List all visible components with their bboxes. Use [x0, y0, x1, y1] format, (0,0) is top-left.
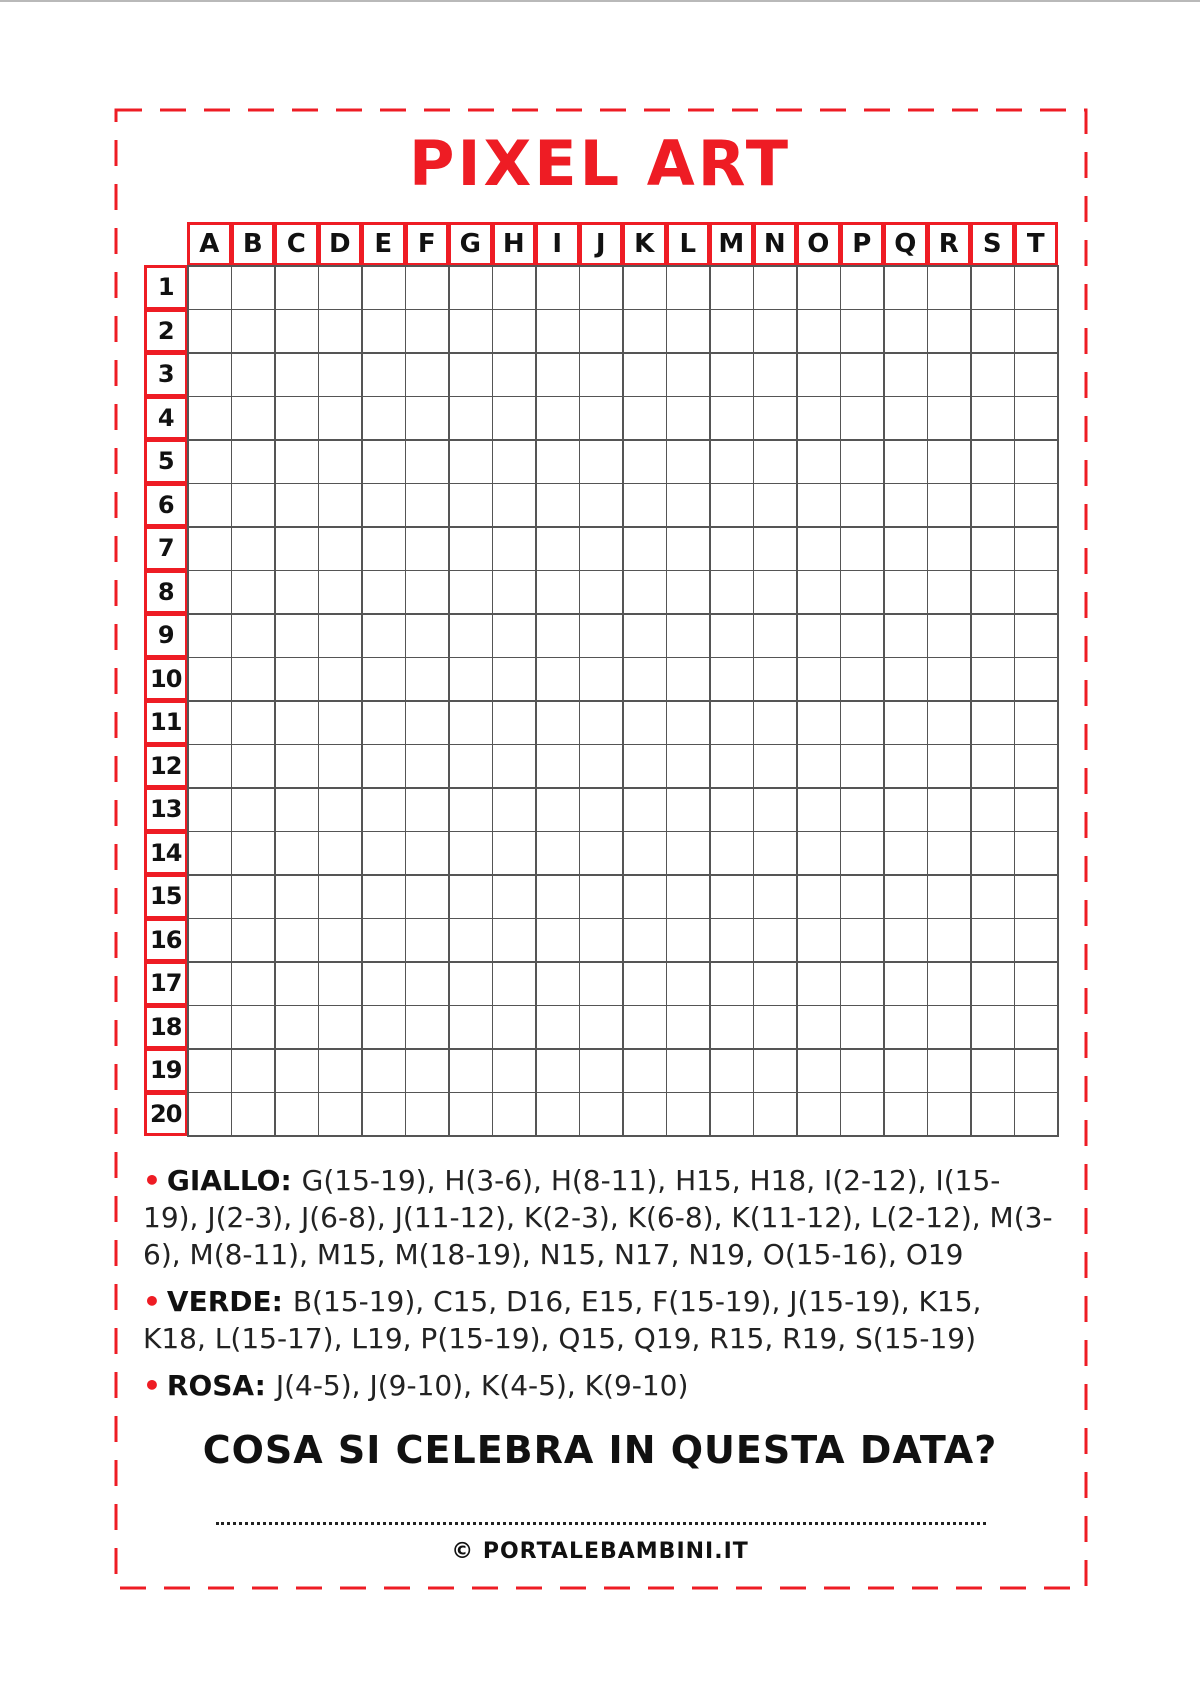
grid-hline [187, 309, 1059, 311]
column-header-r: R [927, 222, 972, 267]
row-header-6: 6 [144, 483, 189, 528]
cell-list: B(15-19), C15, D16, E15, F(15-19), J(15-19), K15, K18, L(15-17), L19, P(15-19), Q15, Q19, R15, R19, S(15-19) [143, 1285, 982, 1355]
row-header-11: 11 [144, 700, 189, 745]
bullet-icon: • [143, 1369, 161, 1402]
column-header-j: J [579, 222, 624, 267]
column-header-k: K [622, 222, 667, 267]
row-header-18: 18 [144, 1005, 189, 1050]
row-header-1: 1 [144, 265, 189, 310]
credit-text: © PORTALEBAMBINI.IT [451, 1539, 749, 1564]
instruction-rosa [143, 1367, 1053, 1404]
color-label: VERDE: [166, 1285, 283, 1318]
grid-hline [187, 570, 1059, 572]
column-header-e: E [361, 222, 406, 267]
column-header-h: H [492, 222, 537, 267]
bullet-icon: • [143, 1285, 161, 1318]
grid-hline [187, 700, 1059, 702]
row-header-5: 5 [144, 439, 189, 484]
cell-list: J(4-5), J(9-10), K(4-5), K(9-10) [275, 1369, 689, 1402]
column-header-i: I [535, 222, 580, 267]
row-header-15: 15 [144, 874, 189, 919]
column-header-d: D [318, 222, 363, 267]
cell-list: G(15-19), H(3-6), H(8-11), H15, H18, I(2-12), I(15-19), J(2-3), J(6-8), J(11-12), K(2-3), K(6-8), K(11-12), L(2-12), M(3-6), M(8-11), M15, M(18-19), N15, N17, N19, O(15-16), O19 [143, 1164, 1053, 1271]
grid-hline [187, 744, 1059, 746]
column-header-s: S [970, 222, 1015, 267]
row-header-12: 12 [144, 744, 189, 789]
grid-hline [187, 657, 1059, 659]
row-header-8: 8 [144, 570, 189, 615]
row-header-14: 14 [144, 831, 189, 876]
grid-hline [187, 961, 1059, 963]
grid-hline [187, 918, 1059, 920]
row-header-20: 20 [144, 1092, 189, 1137]
column-header-b: B [231, 222, 276, 267]
column-header-p: P [840, 222, 885, 267]
instruction-giallo [143, 1162, 1053, 1273]
row-header-16: 16 [144, 918, 189, 963]
row-header-10: 10 [144, 657, 189, 702]
grid-hline [187, 1135, 1059, 1137]
color-label: ROSA: [166, 1369, 266, 1402]
column-header-c: C [274, 222, 319, 267]
grid-hline [187, 1092, 1059, 1094]
column-header-o: O [796, 222, 841, 267]
answer-line[interactable] [216, 1522, 986, 1525]
row-header-17: 17 [144, 961, 189, 1006]
grid-hline [187, 526, 1059, 528]
grid-hline [187, 439, 1059, 441]
grid-hline [187, 613, 1059, 615]
row-header-19: 19 [144, 1048, 189, 1093]
row-header-4: 4 [144, 396, 189, 441]
column-header-n: N [753, 222, 798, 267]
grid-hline [187, 396, 1059, 398]
instruction-verde [143, 1283, 1053, 1357]
question-heading: COSA SI CELEBRA IN QUESTA DATA? [202, 1428, 998, 1472]
grid-hline [187, 874, 1059, 876]
column-header-f: F [405, 222, 450, 267]
row-header-3: 3 [144, 352, 189, 397]
grid-hline [187, 1005, 1059, 1007]
column-header-m: M [709, 222, 754, 267]
grid-hline [187, 831, 1059, 833]
grid-hline [187, 1048, 1059, 1050]
row-header-2: 2 [144, 309, 189, 354]
pixel-grid [187, 265, 1057, 1135]
row-header-7: 7 [144, 526, 189, 571]
row-header-13: 13 [144, 787, 189, 832]
bullet-icon: • [143, 1164, 161, 1197]
grid-hline [187, 483, 1059, 485]
column-header-l: L [666, 222, 711, 267]
grid-hline [187, 265, 1059, 267]
column-header-t: T [1014, 222, 1059, 267]
color-label: GIALLO: [166, 1164, 292, 1197]
grid-hline [187, 787, 1059, 789]
row-header-9: 9 [144, 613, 189, 658]
column-header-a: A [187, 222, 232, 267]
grid-hline [187, 352, 1059, 354]
page-title: PIXEL ART [409, 127, 791, 200]
column-header-q: Q [883, 222, 928, 267]
column-header-g: G [448, 222, 493, 267]
